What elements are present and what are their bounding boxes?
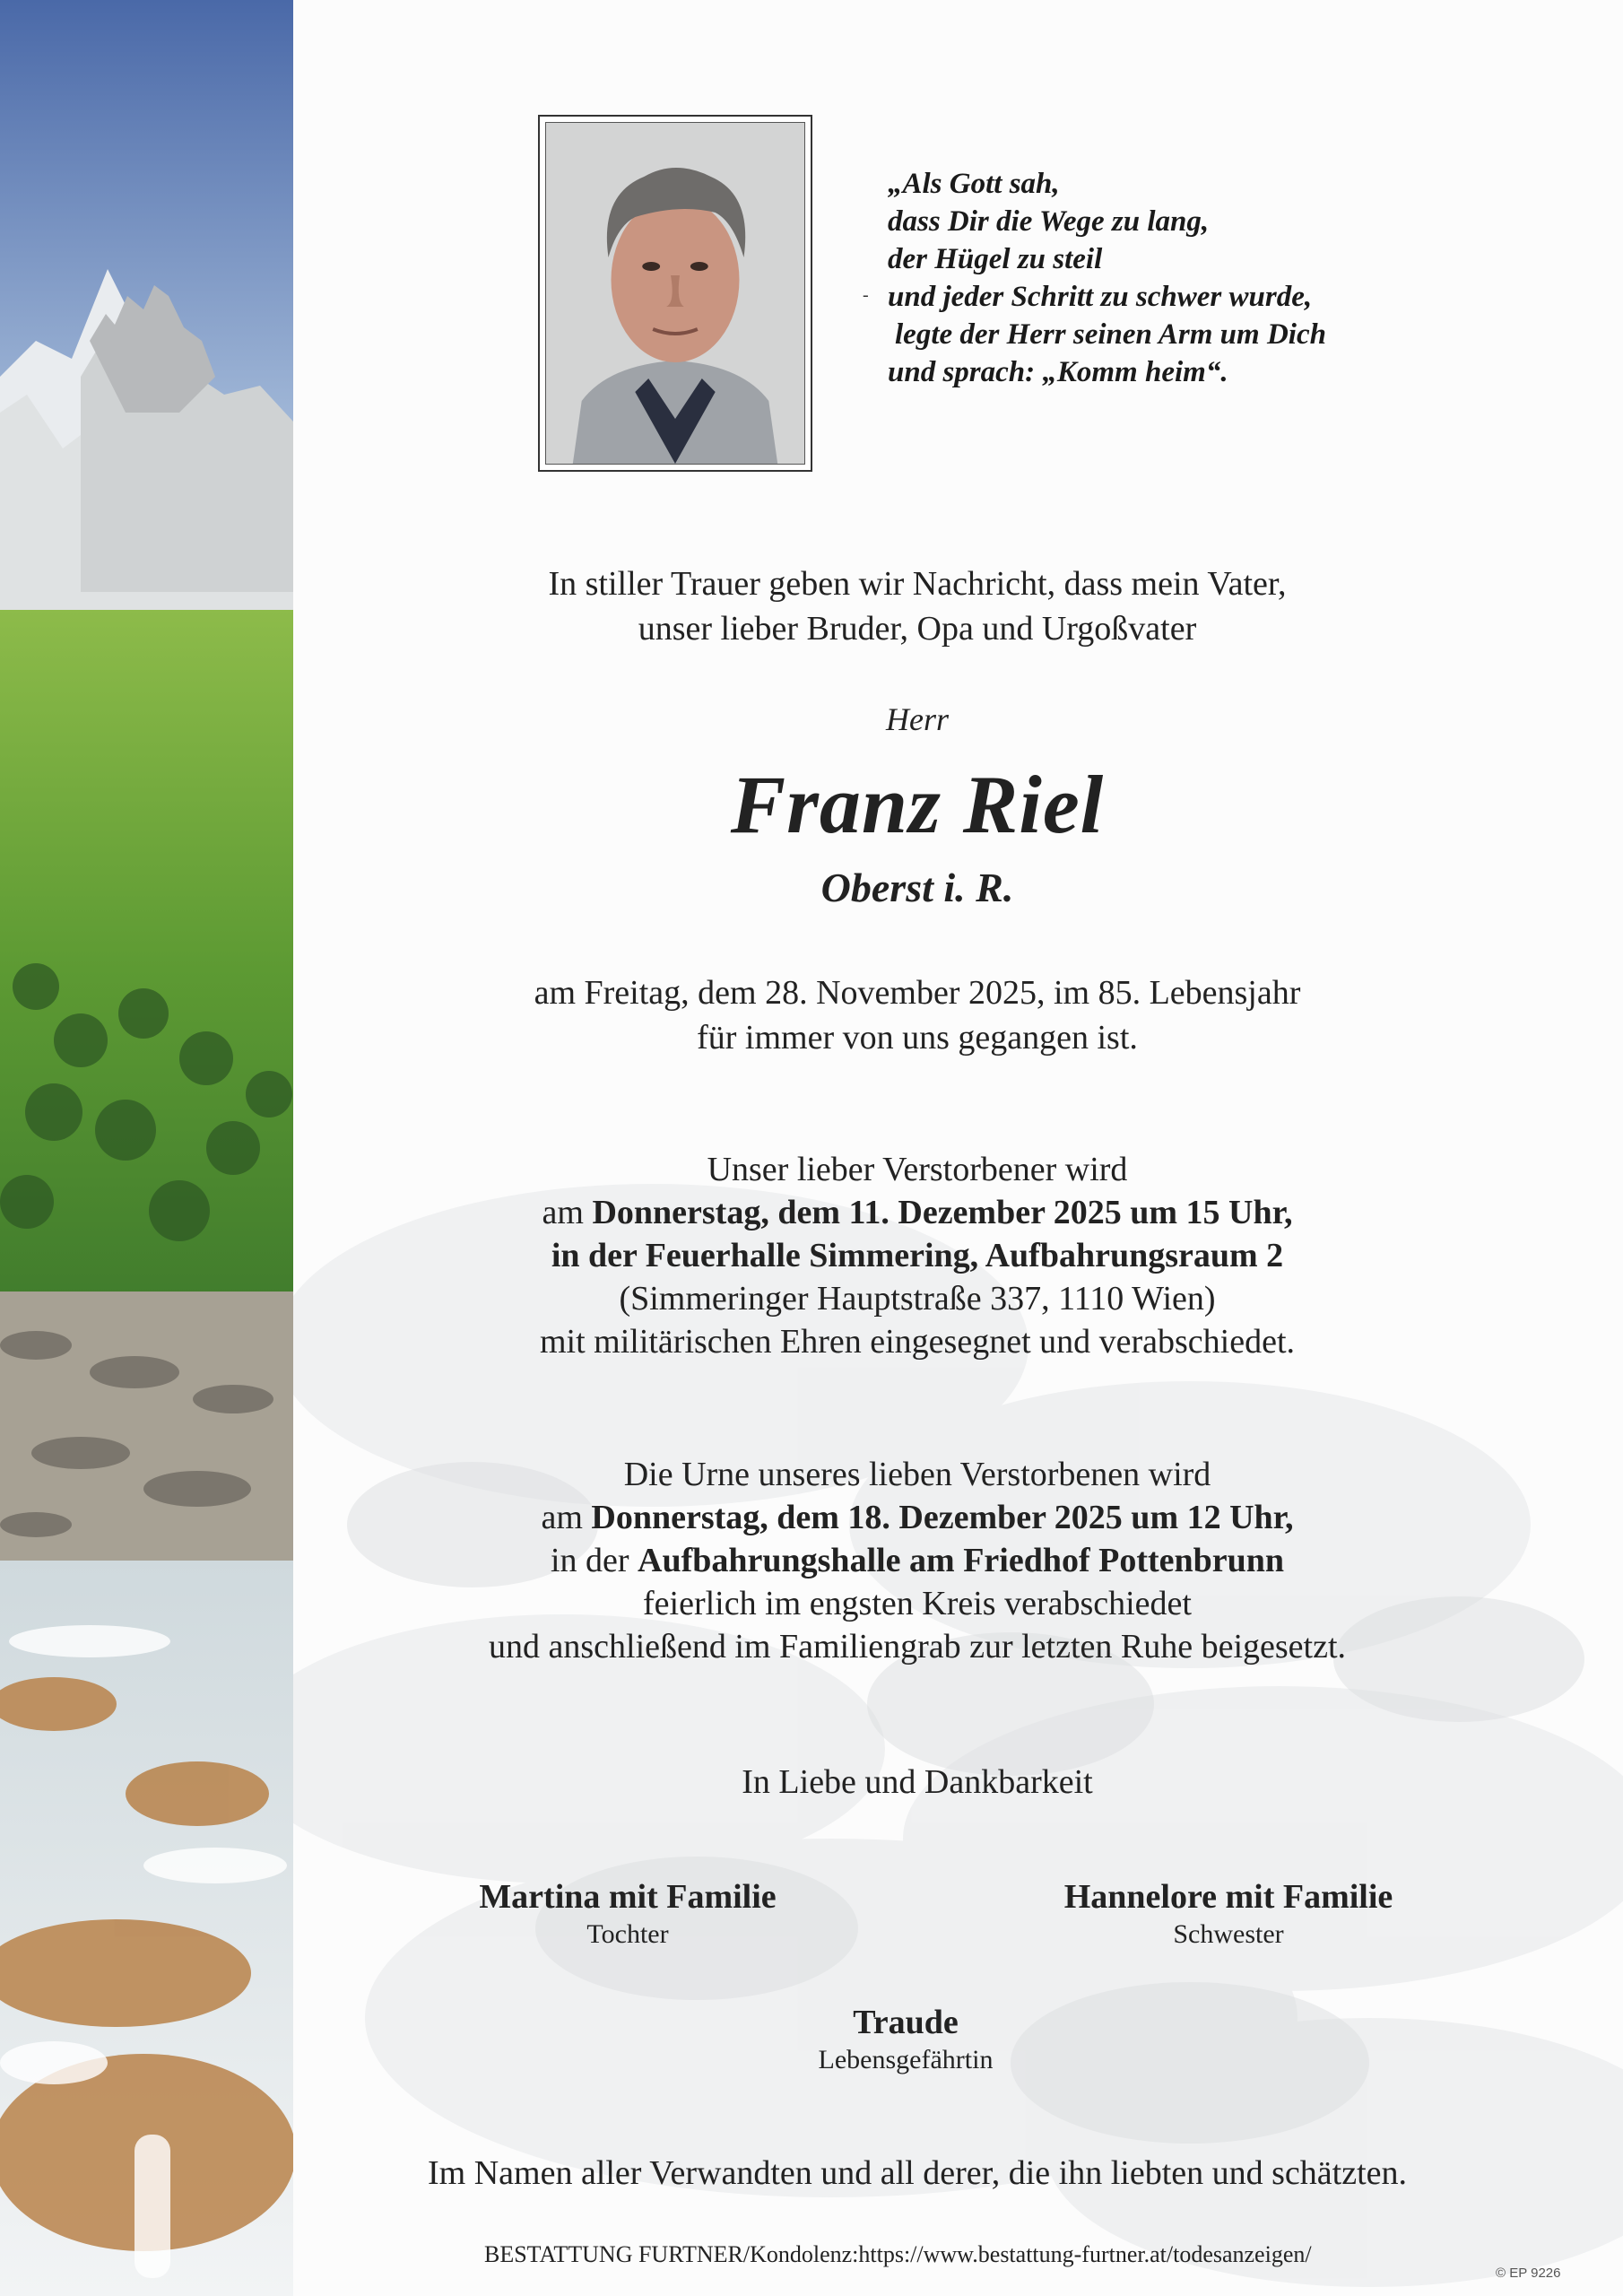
mourner-name: Traude	[853, 2004, 959, 2041]
service-line	[293, 1191, 1541, 1234]
quote-line: und jeder Schritt zu schwer wurde,	[888, 281, 1313, 313]
mourner-signature	[1022, 1876, 1435, 1952]
funeral-home-footer: BESTATTUNG FURTNER/Kondolenz:https://www.bestattung-furtner.at/todesanzeigen/	[484, 2241, 1312, 2267]
urn-date: Donnerstag, dem 18. Dezember 2025 um 12 Uhr,	[591, 1499, 1294, 1536]
quote-line: dass Dir die Wege zu lang,	[888, 205, 1210, 238]
urn-location-prefix: in der	[550, 1542, 638, 1579]
urn-prefix: am	[541, 1499, 592, 1536]
death-announcement	[293, 970, 1541, 1060]
quote-line: „Als Gott sah,	[888, 168, 1060, 200]
intro-line: unser lieber Bruder, Opa und Urgoßvater	[638, 610, 1197, 648]
intro-text	[293, 561, 1541, 651]
mourner-relation: Schwester	[1173, 1919, 1284, 1949]
mourner-signature	[699, 2002, 1112, 2077]
service-line: mit militärischen Ehren eingesegnet und verabschiedet.	[539, 1323, 1296, 1361]
urn-location: Aufbahrungshalle am Friedhof Pottenbrunn	[638, 1542, 1285, 1579]
salutation: Herr	[886, 701, 949, 737]
urn-burial-info	[293, 1453, 1541, 1668]
closing-line: Im Namen aller Verwandten und all derer, die ihn liebten und schätzten.	[428, 2154, 1407, 2192]
mourner-signature	[421, 1876, 834, 1952]
memorial-quote	[888, 165, 1444, 391]
quote-line: legte der Herr seinen Arm um Dich	[895, 318, 1326, 351]
quote-line: der Hügel zu steil	[888, 243, 1103, 275]
thanks-text: In Liebe und Dankbarkeit	[742, 1763, 1093, 1801]
service-address: (Simmeringer Hauptstraße 337, 1110 Wien)	[619, 1280, 1216, 1318]
deceased-name: Franz Riel	[730, 759, 1105, 850]
death-line: für immer von uns gegangen ist.	[697, 1019, 1138, 1057]
urn-line: feierlich im engsten Kreis verabschiedet	[643, 1585, 1192, 1622]
service-line: Unser lieber Verstorbener wird	[707, 1151, 1128, 1188]
urn-line: und anschließend im Familiengrab zur letzten Ruhe beigesetzt.	[488, 1628, 1347, 1665]
quote-line: und sprach: „Komm heim“.	[888, 356, 1228, 388]
landscape-image-strip	[0, 0, 293, 2296]
service-prefix: am	[542, 1194, 593, 1231]
deceased-rank: Oberst i. R.	[820, 865, 1014, 910]
urn-line: Die Urne unseres lieben Verstorbenen wird	[623, 1456, 1211, 1493]
urn-line	[293, 1539, 1541, 1582]
intro-line: In stiller Trauer geben wir Nachricht, dass mein Vater,	[548, 565, 1287, 603]
service-date: Donnerstag, dem 11. Dezember 2025 um 15 Uhr,	[592, 1194, 1293, 1231]
portrait-photo	[538, 115, 812, 472]
document-code: © EP 9226	[1496, 2266, 1561, 2281]
urn-line	[293, 1496, 1541, 1539]
death-line: am Freitag, dem 28. November 2025, im 85. Lebensjahr	[534, 974, 1301, 1012]
service-location: in der Feuerhalle Simmering, Aufbahrungsraum 2	[551, 1237, 1284, 1274]
mourner-relation: Lebensgefährtin	[818, 2045, 994, 2074]
mourner-relation: Tochter	[586, 1919, 669, 1949]
mourner-name: Martina mit Familie	[479, 1878, 777, 1916]
quote-mark-dot: -	[863, 285, 869, 305]
funeral-service-info	[293, 1148, 1541, 1363]
mourner-name: Hannelore mit Familie	[1063, 1878, 1393, 1916]
